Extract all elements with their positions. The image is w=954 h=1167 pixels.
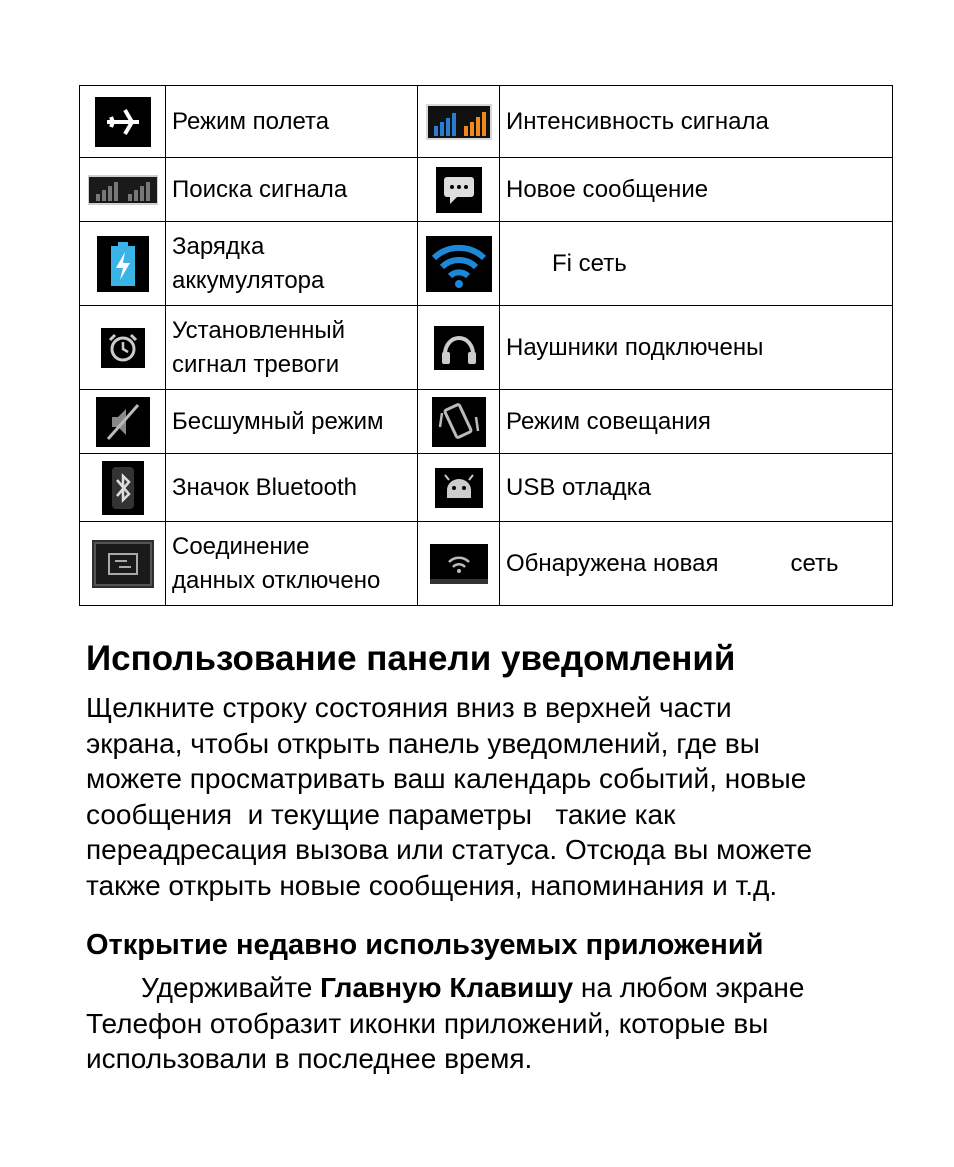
new-network-icon	[430, 544, 488, 584]
section-title-notification-panel: Использование панели уведомлений	[86, 639, 736, 678]
table-row	[80, 222, 893, 306]
paragraph-line	[86, 970, 896, 1006]
paragraph-line: также открыть новые сообщения, напоминания и т.д.	[86, 869, 778, 901]
paragraph-line: сообщения и текущие параметры такие как	[86, 798, 676, 830]
paragraph-line: Телефон отобразит иконки приложений, которые вы	[86, 1007, 769, 1039]
table-cell-label-line: аккумулятора	[172, 266, 325, 294]
section-paragraph-notification-panel	[86, 690, 896, 903]
table-cell-label-line: Установленный	[172, 316, 346, 344]
home-key-emphasis: Главную Клавишу	[320, 972, 574, 1003]
paragraph-line: можете просматривать ваш календарь событий, новые	[86, 763, 807, 794]
alarm-icon	[101, 328, 145, 368]
status-icons-table	[79, 85, 893, 606]
table-cell-label: Значок Bluetooth	[166, 454, 418, 522]
paragraph-text: на любом экране	[573, 972, 805, 1003]
signal-search-icon	[88, 175, 158, 205]
table-cell-label: Интенсивность сигнала	[500, 86, 893, 158]
bluetooth-icon	[102, 461, 144, 515]
paragraph-line: переадресация вызова или статуса. Отсюда вы можете	[86, 834, 813, 865]
usb-debug-icon	[435, 468, 483, 508]
table-cell-label: Режим полета	[166, 86, 418, 158]
table-cell-label: Наушники подключены	[500, 306, 893, 390]
table-cell-label-line: Зарядка	[172, 232, 265, 260]
headphones-icon	[434, 326, 484, 370]
paragraph-line: Щелкните строку состояния вниз в верхней части	[86, 692, 732, 723]
table-cell-label: Поиска сигнала	[166, 158, 418, 222]
table-cell-label-line: сигнал тревоги	[172, 350, 340, 378]
table-row	[80, 86, 893, 158]
data-disconnected-icon	[92, 540, 154, 588]
section-paragraph-recent-apps	[86, 970, 896, 1077]
table-cell-label-line: данных отключено	[172, 566, 381, 594]
table-cell-label-line: Соединение	[172, 532, 310, 560]
table-row	[80, 306, 893, 390]
paragraph-text: Удерживайте	[141, 972, 321, 1003]
new-message-icon	[436, 167, 482, 213]
table-cell-label: Бесшумный режим	[166, 390, 418, 454]
paragraph-line: использовали в последнее время.	[86, 1043, 533, 1074]
paragraph-line: экрана, чтобы открыть панель уведомлений, где вы	[86, 727, 760, 759]
table-cell-label: Новое сообщение	[500, 158, 893, 222]
table-row	[80, 390, 893, 454]
meeting-mode-icon	[432, 397, 486, 447]
airplane-icon	[95, 97, 151, 147]
wifi-icon	[426, 236, 492, 292]
table-cell-label: USB отладка	[500, 454, 893, 522]
table-row	[80, 522, 893, 606]
table-cell-label: сеть	[790, 549, 839, 577]
table-cell-label: Fi сеть	[552, 249, 627, 277]
signal-strength-icon	[426, 104, 492, 140]
battery-charging-icon	[97, 236, 149, 292]
table-cell-label: Обнаружена новая	[506, 549, 719, 577]
silent-mode-icon	[96, 397, 150, 447]
table-cell-label: Режим совещания	[500, 390, 893, 454]
section-title-recent-apps: Открытие недавно используемых приложений	[86, 929, 764, 961]
table-row	[80, 158, 893, 222]
table-row	[80, 454, 893, 522]
